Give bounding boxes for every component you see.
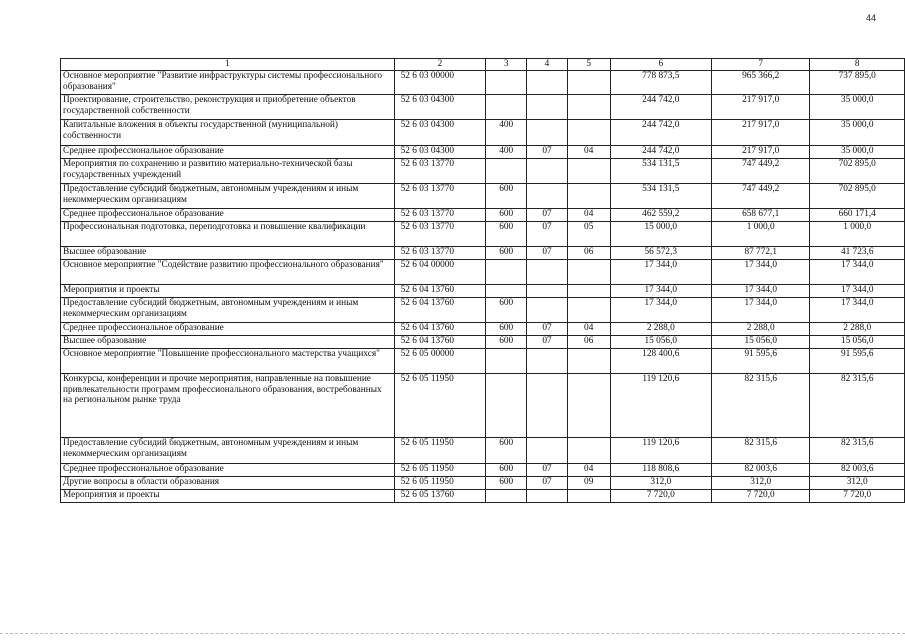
table-row bbox=[61, 209, 905, 222]
row-value-6: 119 120,6 bbox=[610, 374, 711, 438]
row-section: 07 bbox=[527, 477, 568, 490]
row-value-7: 82 003,6 bbox=[711, 464, 809, 477]
row-type bbox=[486, 285, 527, 298]
row-value-7: 217 917,0 bbox=[711, 146, 809, 159]
row-name: Проектирование, строительство, реконструкция и приобретение объектов государственной собственности bbox=[61, 95, 395, 120]
row-name: Конкурсы, конференции и прочие мероприятия, направленные на повышение привлекательности программ профессионального образования, востребованных на региональном рынке труда bbox=[61, 374, 395, 438]
row-value-8: 17 344,0 bbox=[810, 298, 905, 323]
row-type: 600 bbox=[486, 477, 527, 490]
row-value-7: 82 315,6 bbox=[711, 438, 809, 464]
row-code: 52 6 05 11950 bbox=[394, 464, 486, 477]
row-value-7: 965 366,2 bbox=[711, 71, 809, 95]
row-type: 600 bbox=[486, 298, 527, 323]
row-section bbox=[527, 490, 568, 503]
table-row bbox=[61, 260, 905, 285]
row-code: 52 6 05 00000 bbox=[394, 349, 486, 374]
row-value-8: 17 344,0 bbox=[810, 260, 905, 285]
row-section: 07 bbox=[527, 323, 568, 336]
row-subsection bbox=[567, 349, 610, 374]
row-section bbox=[527, 349, 568, 374]
row-type bbox=[486, 71, 527, 95]
table-row bbox=[61, 120, 905, 146]
row-section: 07 bbox=[527, 464, 568, 477]
row-value-8: 82 315,6 bbox=[810, 438, 905, 464]
row-value-7: 1 000,0 bbox=[711, 222, 809, 247]
row-code: 52 6 03 13770 bbox=[394, 159, 486, 184]
row-subsection bbox=[567, 120, 610, 146]
row-code: 52 6 03 04300 bbox=[394, 120, 486, 146]
row-type: 600 bbox=[486, 438, 527, 464]
row-value-7: 217 917,0 bbox=[711, 120, 809, 146]
row-code: 52 6 04 13760 bbox=[394, 298, 486, 323]
row-value-7: 87 772,1 bbox=[711, 247, 809, 260]
row-value-7: 747 449,2 bbox=[711, 184, 809, 209]
row-type bbox=[486, 260, 527, 285]
row-type bbox=[486, 95, 527, 120]
row-code: 52 6 03 13770 bbox=[394, 209, 486, 222]
row-value-8: 41 723,6 bbox=[810, 247, 905, 260]
row-section bbox=[527, 260, 568, 285]
header-row bbox=[61, 59, 905, 71]
table-row bbox=[61, 159, 905, 184]
row-section bbox=[527, 374, 568, 438]
row-name: Основное мероприятие "Содействие развитию профессионального образования" bbox=[61, 260, 395, 285]
row-value-8: 2 288,0 bbox=[810, 323, 905, 336]
row-name: Среднее профессиональное образование bbox=[61, 146, 395, 159]
table-row bbox=[61, 71, 905, 95]
row-type: 600 bbox=[486, 336, 527, 349]
row-code: 52 6 03 13770 bbox=[394, 222, 486, 247]
row-subsection bbox=[567, 159, 610, 184]
row-value-7: 91 595,6 bbox=[711, 349, 809, 374]
row-code: 52 6 05 13760 bbox=[394, 490, 486, 503]
row-value-8: 35 000,0 bbox=[810, 146, 905, 159]
table-row bbox=[61, 374, 905, 438]
row-value-6: 534 131,5 bbox=[610, 184, 711, 209]
row-value-7: 2 288,0 bbox=[711, 323, 809, 336]
row-value-7: 217 917,0 bbox=[711, 95, 809, 120]
row-type: 400 bbox=[486, 120, 527, 146]
row-value-6: 7 720,0 bbox=[610, 490, 711, 503]
header-cell-6: 6 bbox=[610, 59, 711, 71]
row-section: 07 bbox=[527, 336, 568, 349]
table-row bbox=[61, 285, 905, 298]
row-value-8: 82 003,6 bbox=[810, 464, 905, 477]
row-section bbox=[527, 95, 568, 120]
row-type: 600 bbox=[486, 222, 527, 247]
row-value-6: 118 808,6 bbox=[610, 464, 711, 477]
row-value-7: 658 677,1 bbox=[711, 209, 809, 222]
row-section bbox=[527, 184, 568, 209]
row-section bbox=[527, 438, 568, 464]
row-name: Мероприятия по сохранению и развитию материально-технической базы государственных учреждений bbox=[61, 159, 395, 184]
row-name: Среднее профессиональное образование bbox=[61, 209, 395, 222]
row-subsection bbox=[567, 285, 610, 298]
row-section bbox=[527, 71, 568, 95]
row-name: Среднее профессиональное образование bbox=[61, 323, 395, 336]
row-subsection bbox=[567, 374, 610, 438]
row-subsection: 04 bbox=[567, 464, 610, 477]
table-row bbox=[61, 222, 905, 247]
table-row bbox=[61, 95, 905, 120]
row-value-8: 7 720,0 bbox=[810, 490, 905, 503]
row-value-6: 778 873,5 bbox=[610, 71, 711, 95]
row-code: 52 6 03 13770 bbox=[394, 247, 486, 260]
row-code: 52 6 03 04300 bbox=[394, 146, 486, 159]
row-type: 600 bbox=[486, 464, 527, 477]
row-value-7: 7 720,0 bbox=[711, 490, 809, 503]
row-subsection bbox=[567, 71, 610, 95]
row-name: Основное мероприятие "Повышение профессионального мастерства учащихся" bbox=[61, 349, 395, 374]
row-value-6: 2 288,0 bbox=[610, 323, 711, 336]
table-row bbox=[61, 490, 905, 503]
row-name: Предоставление субсидий бюджетным, автономным учреждениям и иным некоммерческим организациям bbox=[61, 184, 395, 209]
row-value-6: 56 572,3 bbox=[610, 247, 711, 260]
row-subsection: 06 bbox=[567, 336, 610, 349]
row-type bbox=[486, 490, 527, 503]
row-type bbox=[486, 374, 527, 438]
row-value-8: 660 171,4 bbox=[810, 209, 905, 222]
row-subsection bbox=[567, 95, 610, 120]
row-value-6: 128 400,6 bbox=[610, 349, 711, 374]
row-name: Предоставление субсидий бюджетным, автономным учреждениям и иным некоммерческим организациям bbox=[61, 438, 395, 464]
row-subsection bbox=[567, 260, 610, 285]
row-section bbox=[527, 159, 568, 184]
row-value-7: 17 344,0 bbox=[711, 298, 809, 323]
row-value-6: 17 344,0 bbox=[610, 260, 711, 285]
row-subsection: 05 bbox=[567, 222, 610, 247]
row-code: 52 6 05 11950 bbox=[394, 477, 486, 490]
budget-table bbox=[60, 58, 905, 503]
row-code: 52 6 05 11950 bbox=[394, 374, 486, 438]
row-type bbox=[486, 159, 527, 184]
row-value-8: 1 000,0 bbox=[810, 222, 905, 247]
row-subsection: 06 bbox=[567, 247, 610, 260]
row-value-7: 17 344,0 bbox=[711, 285, 809, 298]
row-value-6: 15 056,0 bbox=[610, 336, 711, 349]
row-value-8: 35 000,0 bbox=[810, 95, 905, 120]
row-type: 600 bbox=[486, 323, 527, 336]
table-row bbox=[61, 336, 905, 349]
row-name: Среднее профессиональное образование bbox=[61, 464, 395, 477]
row-subsection: 04 bbox=[567, 209, 610, 222]
row-section bbox=[527, 298, 568, 323]
table-row bbox=[61, 464, 905, 477]
row-value-6: 119 120,6 bbox=[610, 438, 711, 464]
row-subsection bbox=[567, 298, 610, 323]
row-type bbox=[486, 349, 527, 374]
table-body bbox=[61, 59, 905, 503]
table-row bbox=[61, 247, 905, 260]
row-type: 400 bbox=[486, 146, 527, 159]
header-cell-1: 1 bbox=[61, 59, 395, 71]
header-cell-2: 2 bbox=[394, 59, 486, 71]
row-name: Высшее образование bbox=[61, 336, 395, 349]
row-name: Предоставление субсидий бюджетным, автономным учреждениям и иным некоммерческим организациям bbox=[61, 298, 395, 323]
row-subsection: 04 bbox=[567, 323, 610, 336]
row-value-6: 534 131,5 bbox=[610, 159, 711, 184]
row-value-8: 702 895,0 bbox=[810, 184, 905, 209]
row-code: 52 6 03 00000 bbox=[394, 71, 486, 95]
row-subsection: 09 bbox=[567, 477, 610, 490]
row-code: 52 6 03 04300 bbox=[394, 95, 486, 120]
row-name: Высшее образование bbox=[61, 247, 395, 260]
row-name: Мероприятия и проекты bbox=[61, 285, 395, 298]
row-code: 52 6 04 13760 bbox=[394, 336, 486, 349]
row-code: 52 6 05 11950 bbox=[394, 438, 486, 464]
row-code: 52 6 04 13760 bbox=[394, 323, 486, 336]
table-row bbox=[61, 477, 905, 490]
row-value-7: 747 449,2 bbox=[711, 159, 809, 184]
header-cell-4: 4 bbox=[527, 59, 568, 71]
row-code: 52 6 04 00000 bbox=[394, 260, 486, 285]
row-subsection bbox=[567, 438, 610, 464]
row-name: Капитальные вложения в объекты государственной (муниципальной) собственности bbox=[61, 120, 395, 146]
table-row bbox=[61, 298, 905, 323]
header-cell-7: 7 bbox=[711, 59, 809, 71]
row-value-8: 702 895,0 bbox=[810, 159, 905, 184]
row-name: Другие вопросы в области образования bbox=[61, 477, 395, 490]
row-name: Профессиональная подготовка, переподготовка и повышение квалификации bbox=[61, 222, 395, 247]
row-value-7: 15 056,0 bbox=[711, 336, 809, 349]
row-value-7: 17 344,0 bbox=[711, 260, 809, 285]
row-value-6: 244 742,0 bbox=[610, 95, 711, 120]
row-type: 600 bbox=[486, 184, 527, 209]
table-row bbox=[61, 438, 905, 464]
row-value-8: 312,0 bbox=[810, 477, 905, 490]
row-value-6: 244 742,0 bbox=[610, 120, 711, 146]
row-value-6: 17 344,0 bbox=[610, 298, 711, 323]
row-value-6: 244 742,0 bbox=[610, 146, 711, 159]
row-type: 600 bbox=[486, 247, 527, 260]
row-value-6: 312,0 bbox=[610, 477, 711, 490]
row-value-8: 737 895,0 bbox=[810, 71, 905, 95]
table-row bbox=[61, 349, 905, 374]
row-value-7: 312,0 bbox=[711, 477, 809, 490]
page-number: 44 bbox=[866, 13, 877, 23]
row-subsection: 04 bbox=[567, 146, 610, 159]
row-section: 07 bbox=[527, 146, 568, 159]
row-name: Основное мероприятие "Развитие инфраструктуры системы профессионального образования" bbox=[61, 71, 395, 95]
table-row bbox=[61, 146, 905, 159]
row-subsection bbox=[567, 184, 610, 209]
row-name: Мероприятия и проекты bbox=[61, 490, 395, 503]
row-section: 07 bbox=[527, 209, 568, 222]
row-value-8: 82 315,6 bbox=[810, 374, 905, 438]
row-type: 600 bbox=[486, 209, 527, 222]
row-value-8: 91 595,6 bbox=[810, 349, 905, 374]
header-cell-8: 8 bbox=[810, 59, 905, 71]
scan-edge-line bbox=[0, 633, 905, 634]
row-value-6: 15 000,0 bbox=[610, 222, 711, 247]
row-section: 07 bbox=[527, 247, 568, 260]
header-cell-5: 5 bbox=[567, 59, 610, 71]
row-code: 52 6 04 13760 bbox=[394, 285, 486, 298]
row-value-8: 35 000,0 bbox=[810, 120, 905, 146]
row-section: 07 bbox=[527, 222, 568, 247]
row-section bbox=[527, 120, 568, 146]
row-value-8: 15 056,0 bbox=[810, 336, 905, 349]
table-row bbox=[61, 184, 905, 209]
row-section bbox=[527, 285, 568, 298]
row-value-8: 17 344,0 bbox=[810, 285, 905, 298]
row-value-6: 462 559,2 bbox=[610, 209, 711, 222]
table-row bbox=[61, 323, 905, 336]
header-cell-3: 3 bbox=[486, 59, 527, 71]
row-code: 52 6 03 13770 bbox=[394, 184, 486, 209]
row-subsection bbox=[567, 490, 610, 503]
row-value-6: 17 344,0 bbox=[610, 285, 711, 298]
row-value-7: 82 315,6 bbox=[711, 374, 809, 438]
